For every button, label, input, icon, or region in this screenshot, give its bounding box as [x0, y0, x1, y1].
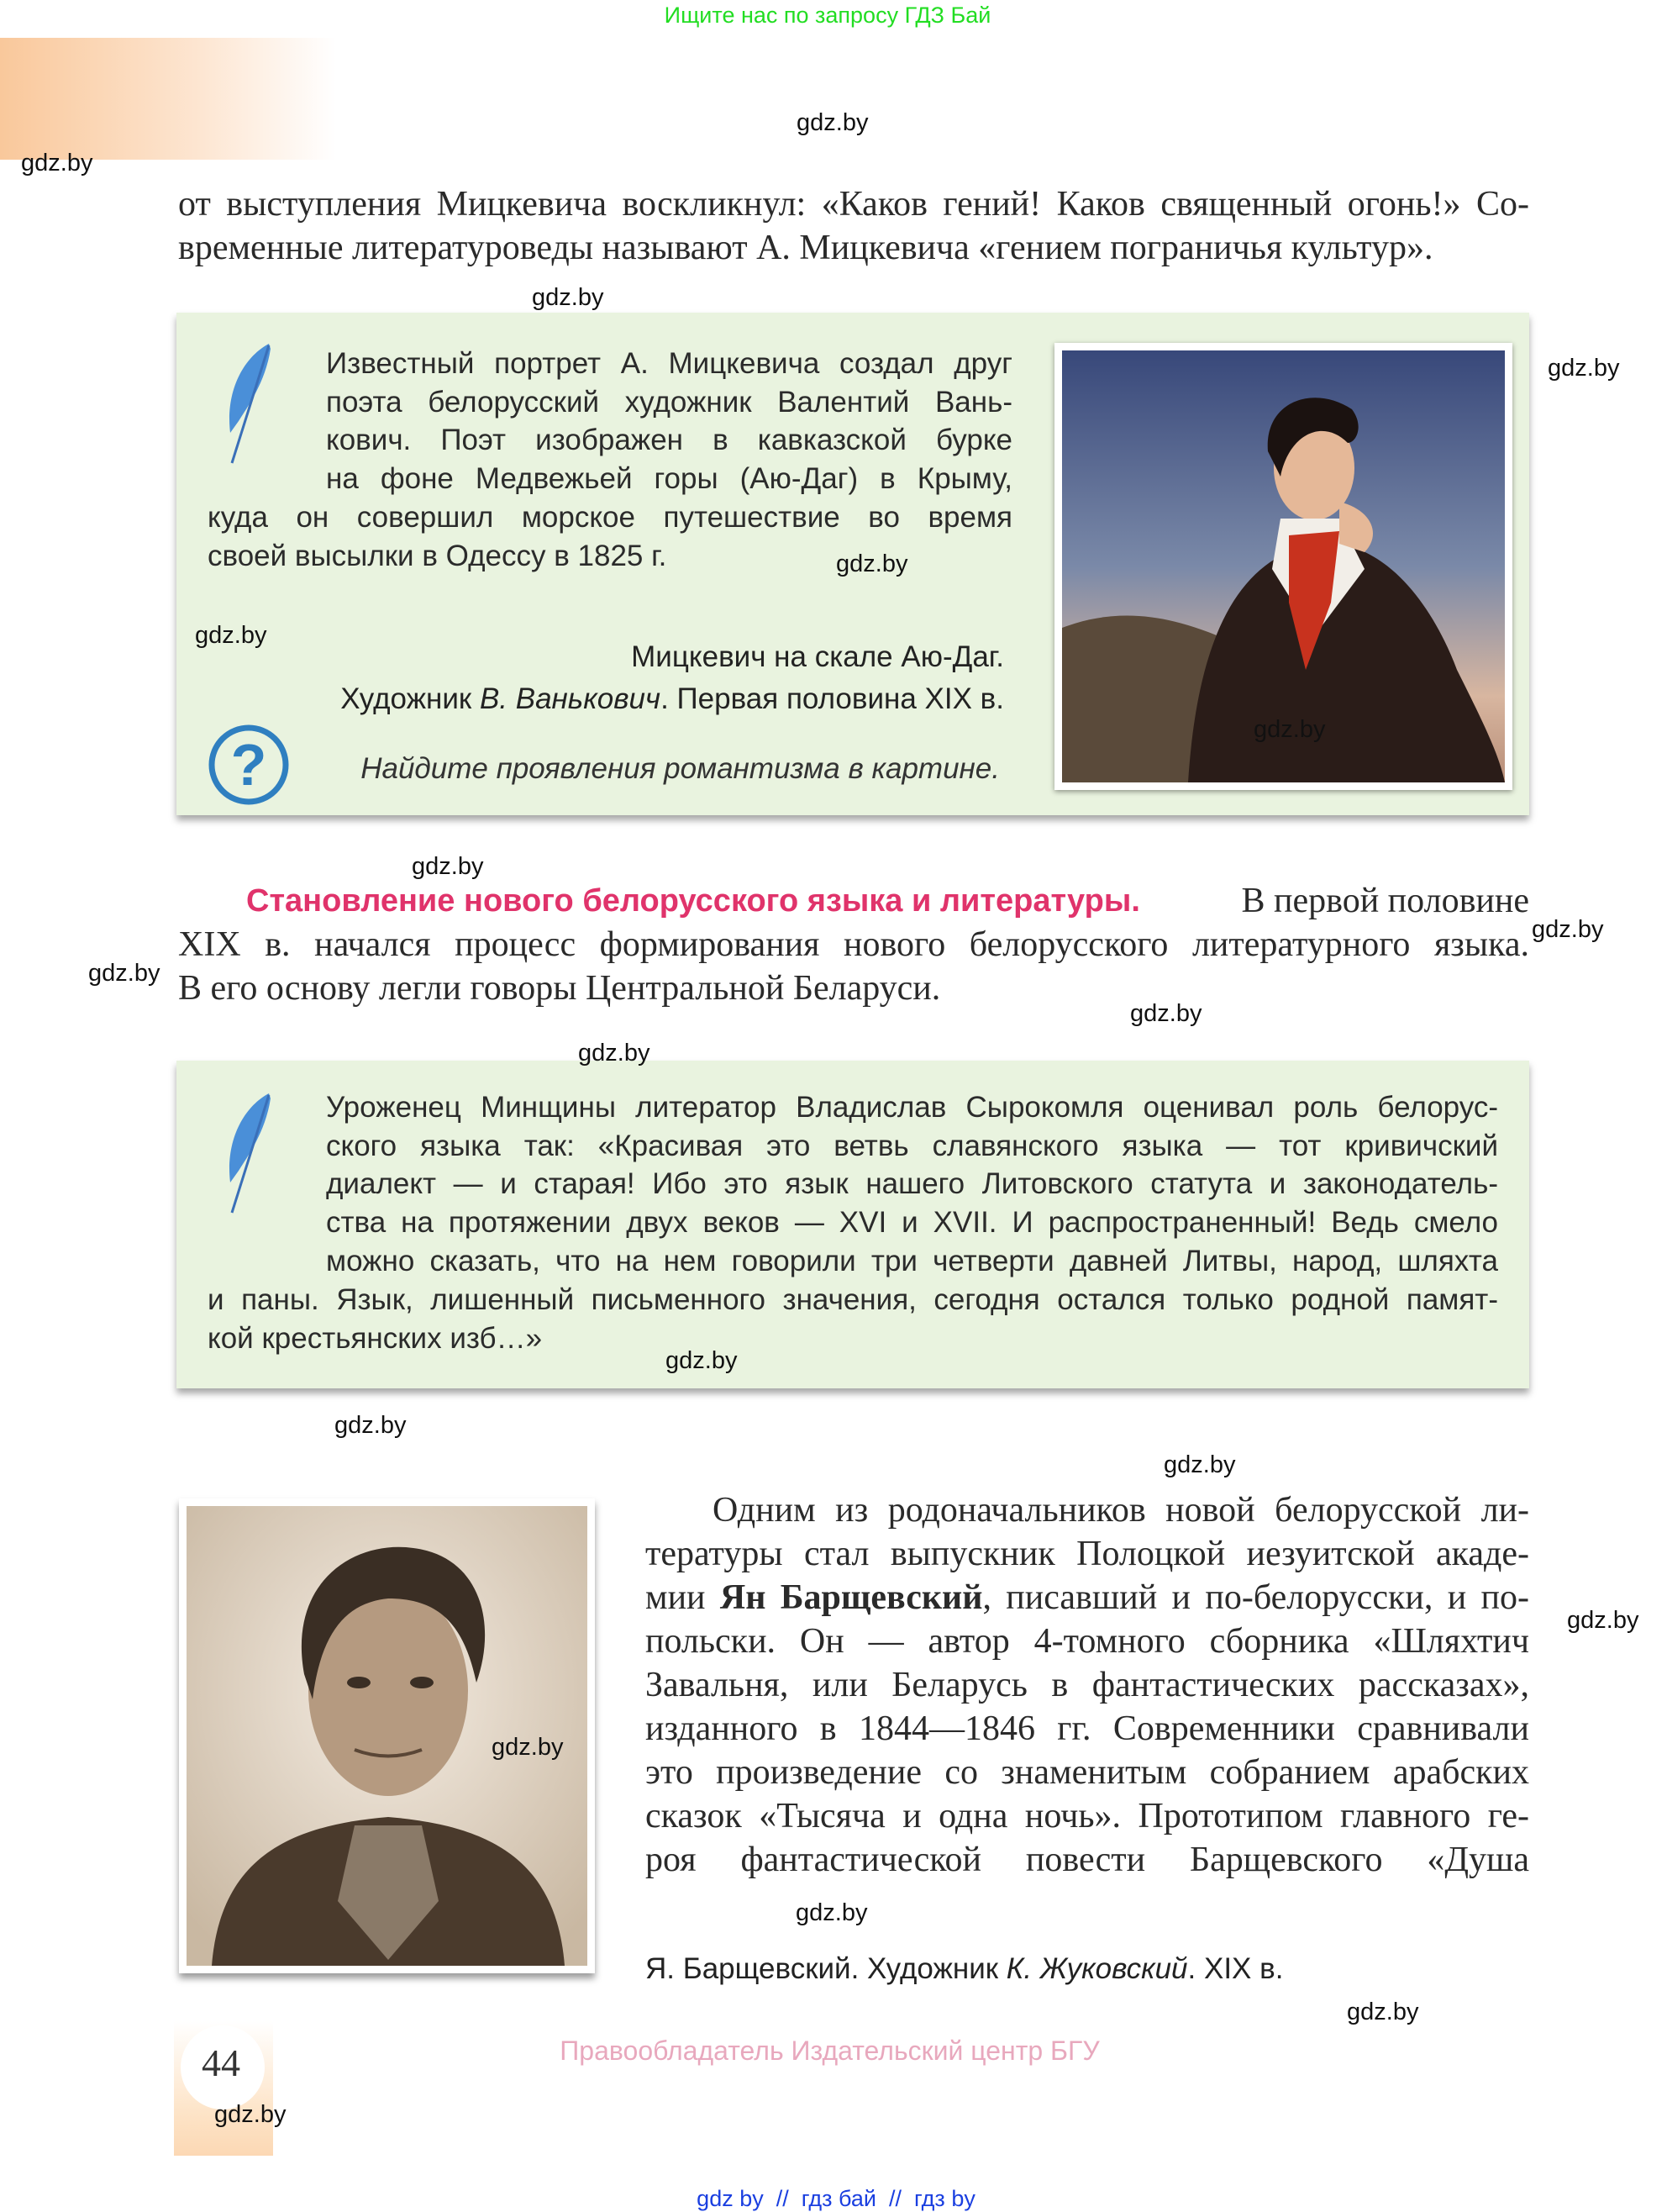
text-line: изданного в 1844—1846 гг. Современники сравнивали — [645, 1709, 1529, 1748]
watermark: gdz.by — [412, 853, 484, 880]
portrait-caption — [645, 1952, 1283, 1986]
painting-caption — [340, 636, 1004, 720]
text-line — [645, 1576, 1529, 1620]
text-line: Завальня, или Беларусь в фантастических рассказах», — [645, 1666, 1529, 1704]
footer-link[interactable]: гдз бай — [801, 2186, 876, 2211]
feather-icon — [218, 340, 279, 466]
watermark: gdz.by — [88, 960, 160, 987]
watermark: gdz.by — [532, 284, 604, 311]
watermark: gdz.by — [1548, 355, 1620, 382]
watermark: gdz.by — [836, 550, 908, 577]
text-fragment: , писавший и по-белорусски, и по- — [982, 1578, 1529, 1617]
quote-box-syrokomlya — [176, 1061, 1529, 1388]
person-name: Ян Барщевский — [719, 1578, 983, 1617]
watermark: gdz.by — [334, 1412, 407, 1439]
watermark: gdz.by — [1130, 1000, 1202, 1027]
text-line: это произведение со знаменитым собранием арабских — [645, 1753, 1529, 1792]
footer-link[interactable]: gdz by — [697, 2186, 764, 2211]
caption-text: Художник — [340, 682, 480, 715]
caption-text: Я. Барщевский. Художник — [645, 1952, 1007, 1985]
caption-title: Мицкевич на скале Аю-Даг. — [631, 640, 1004, 673]
text-line: куда он совершил морское путешествие во время — [208, 501, 1012, 534]
feather-icon — [218, 1090, 279, 1216]
watermark: gdz.by — [214, 2101, 287, 2128]
text-line: ского языка так: «Красивая это ветвь славянского языка — тот кривичский — [326, 1129, 1498, 1162]
text-line: и паны. Язык, лишенный письменного значения, сегодня остался только родной памят- — [208, 1283, 1498, 1316]
section-paragraph — [178, 879, 1529, 1010]
caption-text: . XIX в. — [1187, 1952, 1284, 1985]
footer-link[interactable]: гдз by — [914, 2186, 975, 2211]
text-line: XIX в. начался процесс формирования нового белорусского литературного языка. — [178, 925, 1529, 964]
text-line: В его основу легли говоры Центральной Беларуси. — [178, 969, 941, 1008]
text-line: сказок «Тысяча и одна ночь». Прототипом главного ге- — [645, 1797, 1529, 1835]
section-heading: Становление нового белорусского языка и литературы. — [246, 883, 1140, 919]
text-line: временные литературоведы называют А. Мицкевича «гением пограничья культур». — [178, 229, 1433, 267]
text-line: кой крестьянских изб…» — [208, 1321, 543, 1355]
text-line: тературы стал выпускник Полоцкой иезуитской акаде- — [645, 1535, 1529, 1573]
svg-text:?: ? — [230, 732, 267, 798]
watermark: gdz.by — [1164, 1451, 1236, 1478]
separator: // — [776, 2186, 789, 2211]
text-line: поэта белорусский художник Валентий Вань- — [326, 385, 1012, 419]
text-fragment: мии — [645, 1578, 720, 1617]
intro-paragraph — [178, 182, 1529, 270]
text-line: Известный портрет А. Мицкевича создал друг — [326, 347, 1012, 380]
text-line: кович. Поэт изображен в кавказской бурке — [326, 424, 1012, 457]
watermark: gdz.by — [1347, 1999, 1419, 2025]
corner-decoration — [0, 38, 336, 160]
footer-links — [0, 2160, 1659, 2212]
caption-text: . Первая половина XIX в. — [660, 682, 1004, 715]
text-line: диалект — и старая! Ибо это язык нашего Литовского статута и законодатель- — [326, 1167, 1498, 1201]
watermark: gdz.by — [195, 622, 267, 649]
text-line: ства на протяжении двух веков — XVI и XVII. И распространенный! Ведь смело — [326, 1206, 1498, 1240]
question-icon — [207, 723, 291, 807]
copyright-notice: Правообладатель Издательский центр БГУ — [560, 2036, 1100, 2066]
watermark: gdz.by — [796, 1899, 868, 1926]
text-line: от выступления Мицкевича воскликнул: «Каков гений! Каков священный огонь!» Со- — [178, 185, 1529, 224]
watermark: gdz.by — [797, 109, 869, 136]
caption-artist: К. Жуковский — [1006, 1952, 1188, 1985]
text-line: можно сказать, что на нем говорили три четверти давней Литвы, народ, шляхта — [326, 1244, 1498, 1277]
text-fragment: В первой половине — [1233, 882, 1529, 920]
watermark: gdz.by — [1567, 1607, 1639, 1634]
caption-artist: В. Ванькович — [479, 682, 661, 715]
text-line: польски. Он — автор 4-томного сборника «Шляхтич — [645, 1622, 1529, 1661]
page-number: 44 — [202, 2041, 240, 2084]
watermark: gdz.by — [1254, 716, 1326, 743]
separator: // — [889, 2186, 902, 2211]
text-line: Одним из родоначальников новой белорусской ли- — [713, 1491, 1529, 1530]
watermark: gdz.by — [21, 150, 93, 176]
watermark: gdz.by — [1532, 916, 1604, 943]
watermark: gdz.by — [578, 1040, 650, 1066]
barshchevsky-paragraph — [645, 1488, 1529, 1882]
question-text: Найдите проявления романтизма в картине. — [360, 752, 1000, 785]
text-line: роя фантастической повести Барщевского «Душа — [645, 1841, 1529, 1879]
text-line: Уроженец Минщины литератор Владислав Сырокомля оценивал роль белорус- — [326, 1091, 1498, 1124]
watermark: gdz.by — [492, 1734, 564, 1761]
text-line: своей высылки в Одессу в 1825 г. — [208, 539, 667, 572]
search-hint: Ищите нас по запросу ГДЗ Бай — [664, 3, 991, 28]
text-line: на фоне Медвежьей горы (Аю-Даг) в Крыму, — [326, 462, 1012, 496]
watermark: gdz.by — [665, 1347, 738, 1374]
